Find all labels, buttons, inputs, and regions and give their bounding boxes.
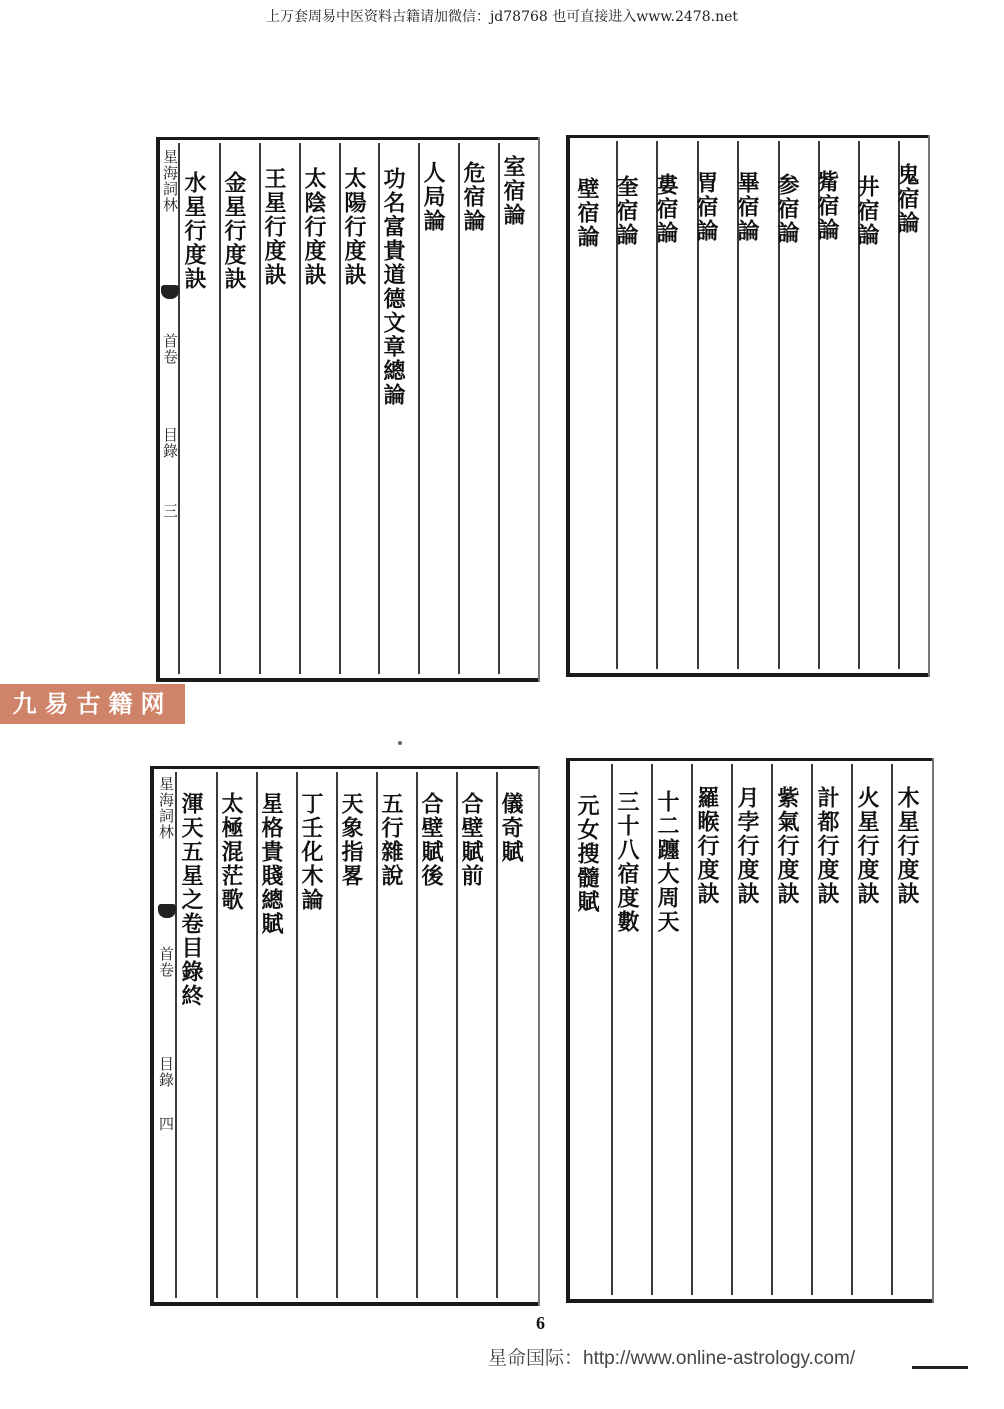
toc-entry: 胃宿論 (693, 171, 719, 243)
panel-bottom-left (150, 766, 540, 1306)
fish-tail-mark (158, 904, 176, 918)
page-number: 6 (536, 1313, 545, 1333)
panel-bottom-right (566, 758, 934, 1303)
toc-entry: 木星行度訣 (894, 786, 920, 906)
toc-entry: 金星行度訣 (221, 171, 247, 291)
toc-entry: 功名富貴道德文章總論 (380, 167, 406, 407)
ink-speck (398, 741, 402, 745)
toc-entry: 太陰行度訣 (301, 167, 327, 287)
top-banner: 上万套周易中医资料古籍请加微信：jd78768 也可直接进入www.2478.net (265, 9, 739, 25)
toc-entry: 太陽行度訣 (341, 167, 367, 287)
toc-entry: 婁宿論 (653, 173, 679, 245)
toc-entry: 鬼宿論 (894, 163, 920, 235)
toc-entry: 元女搜髓賦 (574, 794, 600, 914)
toc-entry: 十二躔大周天 (654, 790, 680, 934)
toc-entry: 参宿論 (774, 173, 800, 245)
toc-entry: 水星行度訣 (181, 171, 207, 291)
margin-volume: 首卷 (157, 946, 175, 978)
toc-entry: 畢宿論 (734, 171, 760, 243)
margin-section: 目錄 (161, 427, 179, 459)
toc-entry: 室宿論 (500, 155, 526, 227)
toc-entry: 計都行度訣 (814, 786, 840, 906)
toc-entry: 紫氣行度訣 (774, 786, 800, 906)
footer-rule (912, 1366, 968, 1369)
margin-leaf-number: 四 (157, 1116, 175, 1132)
toc-entry: 王星行度訣 (261, 167, 287, 287)
toc-entry: 人局論 (420, 161, 446, 233)
toc-entry: 天象指畧 (338, 792, 364, 888)
toc-entry: 渾天五星之卷目錄終 (178, 792, 204, 1008)
toc-entry: 五行雜說 (378, 792, 404, 888)
margin-volume: 首卷 (161, 333, 179, 365)
toc-entry: 合壁賦後 (418, 792, 444, 888)
toc-entry: 月孛行度訣 (734, 786, 760, 906)
watermark-stamp: 九易古籍网 (0, 684, 185, 724)
margin-book-title: 星海詞林 (161, 149, 179, 213)
toc-entry: 危宿論 (460, 161, 486, 233)
fish-tail-mark (161, 285, 179, 299)
toc-entry: 羅睺行度訣 (694, 786, 720, 906)
toc-entry: 奎宿論 (613, 175, 639, 247)
margin-leaf-number: 三 (161, 503, 179, 519)
panel-top-left (156, 137, 540, 682)
margin-book-title: 星海詞林 (157, 776, 175, 840)
toc-entry: 三十八宿度數 (614, 790, 640, 934)
toc-entry: 丁壬化木論 (298, 792, 324, 912)
margin-section: 目錄 (157, 1056, 175, 1088)
toc-entry: 儀奇賦 (498, 792, 524, 864)
panel-top-right (566, 135, 930, 677)
toc-entry: 觜宿論 (814, 170, 840, 242)
toc-entry: 火星行度訣 (854, 786, 880, 906)
toc-entry: 合壁賦前 (458, 792, 484, 888)
footer-url: 星命国际：http://www.online-astrology.com/ (488, 1348, 856, 1369)
toc-entry: 壁宿論 (574, 177, 600, 249)
toc-entry: 井宿論 (854, 175, 880, 247)
toc-entry: 星格貴賤總賦 (258, 792, 284, 936)
toc-entry: 太極混茫歌 (218, 792, 244, 912)
